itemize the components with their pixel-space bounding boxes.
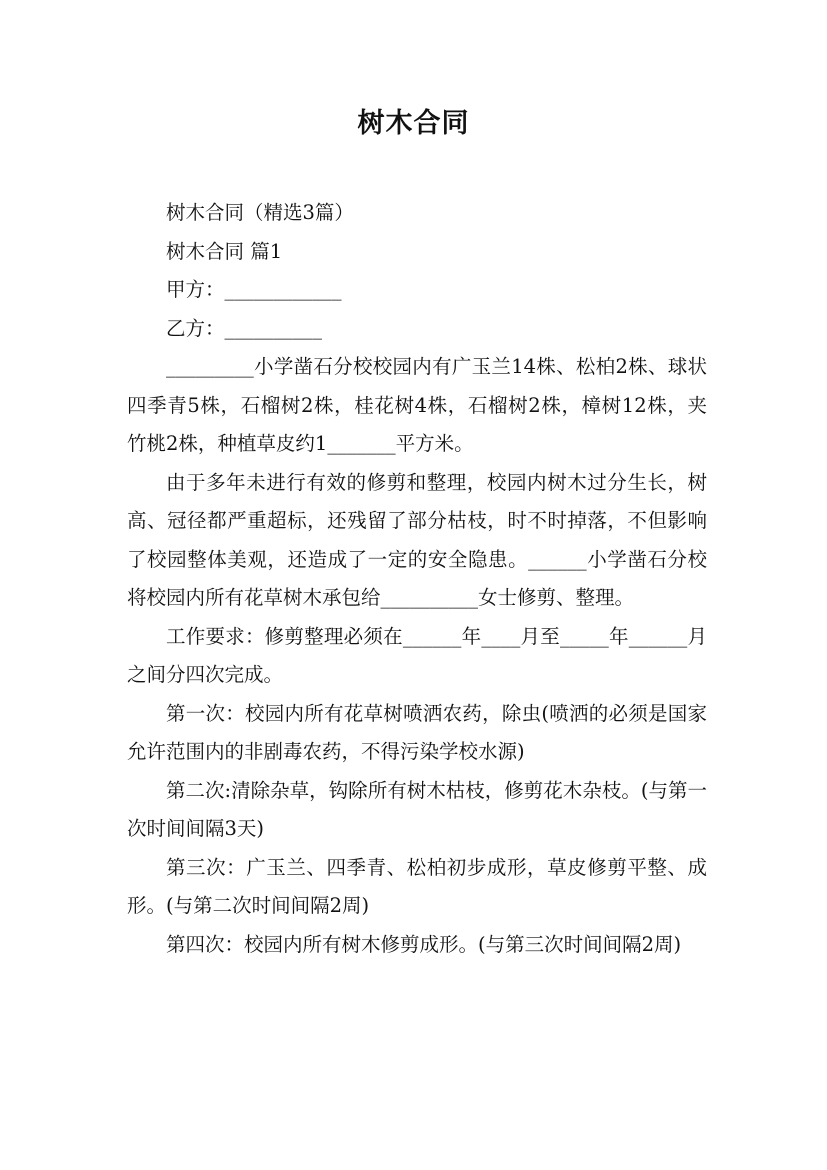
paragraph-third-pass: 第三次：广玉兰、四季青、松柏初步成形，草皮修剪平整、成形。(与第二次时间间隔2周): [127, 855, 707, 917]
paragraph-work-requirements: 工作要求：修剪整理必须在______年____月至_____年______月之间分四次完成。: [127, 624, 707, 686]
paragraph-fourth-pass: 第四次：校园内所有树木修剪成形。(与第三次时间间隔2周): [166, 932, 682, 956]
paragraph-section-heading: 树木合同 篇1: [166, 239, 283, 263]
paragraph-tree-inventory: _________小学凿石分校校园内有广玉兰14株、松柏2株、球状四季青5株，石榴树2株，桂花树4株，石榴树2株，樟树12株，夹竹桃2株，种植草皮约1_______平方米。: [127, 355, 707, 455]
document-body: [127, 194, 707, 964]
paragraph-second-pass: 第二次:清除杂草，钩除所有树木枯枝，修剪花木杂枝。(与第一次时间间隔3天): [127, 778, 707, 840]
paragraph-party-a: 甲方：____________: [166, 278, 342, 301]
paragraph-party-b: 乙方：__________: [166, 316, 323, 340]
paragraph-background: 由于多年未进行有效的修剪和整理，校园内树木过分生长，树高、冠径都严重超标，还残留了部分枯枝，时不时掉落，不但影响了校园整体美观，还造成了一定的安全隐患。______小学凿石分校将校园内所有花草树木承包给__________女士修剪、整理。: [127, 470, 707, 609]
paragraph-first-pass: 第一次：校园内所有花草树喷洒农药，除虫(喷洒的必须是国家允许范围内的非剧毒农药，不得污染学校水源): [127, 701, 707, 763]
paragraph-subtitle: 树木合同（精选3篇）: [166, 201, 354, 224]
document-title: 树木合同: [357, 108, 470, 139]
